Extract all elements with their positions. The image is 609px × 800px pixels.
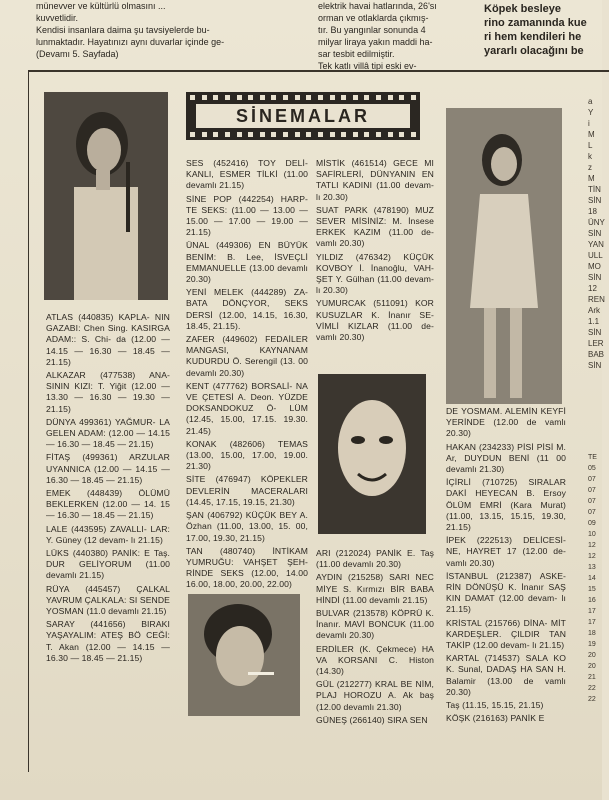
sprocket-hole: [248, 132, 253, 137]
fragment-text: 07: [588, 509, 596, 516]
fragment-text: 07: [588, 476, 596, 483]
sprocket-hole: [364, 132, 369, 137]
fragment-text: 12: [588, 284, 597, 293]
top-article-column-3: [484, 2, 602, 58]
sprocket-hole: [399, 95, 404, 100]
fragment-text: SİN: [588, 361, 602, 370]
cinema-listing: ERDİLER (K. Çekmece) HA VA KORSANI C. Histon (14.30): [316, 643, 434, 677]
sprocket-hole: [330, 132, 335, 137]
cinema-listing: Taş (11.15, 15.15, 21.15): [446, 700, 544, 711]
sprocket-hole: [260, 95, 265, 100]
cinema-listing: İPEK (222513) DELİCESİ- NE, HAYRET 17 (12.00 de- vamlı 20.30): [446, 535, 566, 568]
fragment-text: 14: [588, 575, 596, 582]
sprocket-hole: [271, 132, 276, 137]
sprocket-hole: [341, 95, 346, 100]
cinema-listings-column-left: [46, 312, 170, 666]
cinema-listing: AYDIN (215258) SARI NEC MİYE S. Kırmızı BİR BABA HİNDİ (11.00 devamlı 21.15): [316, 572, 434, 605]
article-text-line: kuvvetlidir.: [36, 13, 79, 23]
fragment-text: YAN: [588, 240, 604, 249]
fragment-text: ÜNY: [588, 218, 605, 227]
cinema-listing: TAN (480740) İNTİKAM YUMRUĞU: VAHŞET ŞEH- RİNDE SEKS (12.00, 14.00 16.00, 18.00, 20.00, 22.00): [186, 545, 308, 590]
fragment-text: i: [588, 119, 590, 128]
fragment-text: 20: [588, 652, 596, 659]
article-text-line: elektrik havai hatlarında, 26'sı: [318, 1, 437, 11]
film-sprockets-bottom: [190, 132, 416, 137]
sprocket-hole: [318, 132, 323, 137]
cinema-listing: ŞAN (406792) KÜÇÜK BEY A. Özhan (11.00, 13.00, 15. 00, 17.00, 19.30, 21.15): [186, 510, 308, 543]
article-text-line: tır. Bu yangınlar sonunda 4: [318, 25, 426, 35]
cinema-listing: DÜNYA 499361) YAĞMUR- LA GELEN ADAM: (12.00 — 14.15 — 16.30 — 18.45 — 21.15): [46, 416, 170, 450]
article-text-line: sar tesbit edilmiştir.: [318, 49, 395, 59]
cinema-listing: ATLAS (440835) KAPLA- NIN GAZABI: Chen Sing. KASIRGA ADAM:: S. Chi- da (12.00 — 14.15 — 16.30 — 18.45 — 21.15): [46, 312, 170, 367]
fragment-text: TE: [588, 454, 597, 461]
fragment-text: 13: [588, 564, 596, 571]
fragment-text: ULL: [588, 251, 603, 260]
article-text-line: milyar liraya yakın maddi ha-: [318, 37, 433, 47]
sprocket-hole: [225, 95, 230, 100]
sprocket-hole: [376, 95, 381, 100]
fragment-text: 22: [588, 685, 596, 692]
cinema-listing: DE YOSMAM. ALEMİN KEYFİ YERİNDE (12.00 de vamlı 20.30): [446, 406, 566, 439]
sprocket-hole: [190, 95, 195, 100]
sprocket-hole: [260, 132, 265, 137]
fragment-text: 07: [588, 498, 596, 505]
sprocket-hole: [213, 132, 218, 137]
sprocket-hole: [225, 132, 230, 137]
fragment-text: M: [588, 174, 595, 183]
sprocket-hole: [237, 95, 242, 100]
sprocket-hole: [353, 95, 358, 100]
article-headline-line: Köpek besleye: [484, 3, 562, 15]
cinema-listing: LALE (443595) ZAVALLI- LAR: Y. Güney (12 devam- lı 21.15): [46, 523, 170, 545]
cinema-listing: YILDIZ (476342) KÜÇÜK KOVBOY İ. İnanoğlu, VAH- ŞET Y. Gülhan (11.00 devam- lı 20.30): [316, 251, 434, 296]
fragment-text: 18: [588, 630, 596, 637]
photo-woman-portrait: [318, 374, 426, 534]
fragment-text: REN: [588, 295, 605, 304]
cinema-listing: KENT (477762) BORSALİ- NA VE ÇETESİ A. Deon. YÜZDE DOKSANDOKUZ Ö- LÜM (12.45, 15.00, 17.15. 19.30. 21.45): [186, 380, 308, 436]
sprocket-hole: [295, 95, 300, 100]
article-text-line: orman ve otlaklarda çıkmış-: [318, 13, 429, 23]
cinema-listing: GÜL (212277) KRAL BE NİM, PLAJ HOROZU A. Ak baş (12.00 devamlı 21.30): [316, 679, 434, 712]
sprocket-hole: [341, 132, 346, 137]
cinema-listing: ALKAZAR (477538) ANA- SININ KIZI: T. Yiğit (12.00 — 13.30 — 16.30 — 19.30 — 21.15): [46, 370, 170, 414]
sprocket-hole: [306, 95, 311, 100]
fragment-text: 1.1: [588, 317, 600, 326]
cinema-listing: LÜKS (440380) PANİK: E Taş. DUR GELİYORUM (11.00 devamlı 21.15): [46, 548, 170, 581]
sprocket-hole: [388, 132, 393, 137]
fragment-text: 12: [588, 553, 596, 560]
sprocket-hole: [283, 132, 288, 137]
cinema-listing: ZAFER (449602) FEDAİLER MANGASI, KAYNANAM KUDURDU Ö. Serengil (13. 00 devamlı 20.30): [186, 334, 308, 378]
sprocket-hole: [202, 95, 207, 100]
fragment-text: 20: [588, 663, 596, 670]
cinema-listing: MİSTİK (461514) GECE MI SAFİRLERİ, DÜNYANIN EN TATLI KADINI (11.00 devam- lı 20.30): [316, 158, 434, 202]
fragment-text: M: [588, 130, 595, 139]
top-article-column-1: [36, 0, 298, 60]
cinema-listing: EMEK (448439) ÖLÜMÜ BEKLERKEN (12.00 — 14. 15 — 16.30 — 18.45 — 21.15): [46, 488, 170, 521]
cinema-title-banner: [186, 92, 420, 140]
fragment-text: 22: [588, 696, 596, 703]
article-text-line: Tek katlı villâ tipi eski ev-: [318, 61, 417, 71]
article-text-line: Kendisi insanlara daima şu tavsiyelerde bu-: [36, 25, 210, 35]
cinema-listing: SES (452416) TOY DELİ- KANLI, ESMER TİLKİ (11.00 devamlı 21.15): [186, 158, 308, 191]
sprocket-hole: [353, 132, 358, 137]
fragment-text: SİN: [588, 328, 602, 337]
fragment-text: 19: [588, 641, 596, 648]
cinema-listing: BULVAR (213578) KÖPRÜ K. İnanır. MAVİ BONCUK (11.00 devamlı 20.30): [316, 608, 434, 641]
fragment-text: 18: [588, 207, 597, 216]
sprocket-hole: [318, 95, 323, 100]
cinema-listing: YUMURCAK (511091) KOR KUSUZLAR K. İnanır SE- VİMLİ KIZLAR (11.00 de- vamlı 20.30): [316, 298, 434, 343]
cinema-listing: İSTANBUL (212387) ASKE- RİN DÖNÜŞÜ K. İnanır SAŞ KIN DAMAT (12.00 devam- lı 21.15): [446, 570, 566, 615]
sprocket-hole: [283, 95, 288, 100]
sprocket-hole: [330, 95, 335, 100]
cinema-listing: KARTAL (714537) SALA KO K. Sunal, DADAŞ HA SAN H. Balamir (13.00 de vamlı 20.30): [446, 653, 566, 697]
photo-woman-standing: [446, 108, 562, 404]
sprocket-hole: [364, 95, 369, 100]
cinema-listings-column-right-top: [316, 158, 434, 345]
fragment-text: SİN: [588, 229, 602, 238]
article-headline-line: ri hem kendileri he: [484, 31, 582, 43]
cinema-listing: KONAK (482606) TEMAS (13.00, 15.00, 17.00, 19.00. 21.30): [186, 438, 308, 472]
cinema-listing: SUAT PARK (478190) MUZ SEVER MİSİNİZ: M. İnsese ERKEK KAZIM (11.00 de- vamlı 20.30): [316, 204, 434, 249]
cinema-listing: İÇİRLİ (710725) SIRALAR DAKİ HEYECAN B. Ersoy ÖLÜM EMRİ (Kara Murat) (11.00, 13.15, 15.15, 19.30, 21.15): [446, 477, 566, 533]
cinema-listing: KRİSTAL (215766) DİNA- MİT KARDEŞLER. ÇILDIR TAN TAKİP (12.00 devam- lı 21.15): [446, 617, 566, 651]
fragment-text: 15: [588, 586, 596, 593]
cinema-listing: SİTE (476947) KÖPEKLER DEVLERİN MACERALARI (14.45, 17.15, 19.15, 21.30): [186, 474, 308, 507]
fragment-text: SİN: [588, 196, 602, 205]
article-text-line: (Devamı 5. Sayfada): [36, 49, 119, 59]
cinema-listing: RÜYA (445457) ÇALKAL YAVRUM ÇALKALA: SI SENDE YOSMAN (11.0 devamlı 21.15): [46, 583, 170, 617]
photo-singer: [44, 92, 168, 300]
film-sprockets-top: [190, 95, 416, 100]
fragment-text: MO: [588, 262, 601, 271]
top-article-column-2: [318, 0, 464, 72]
sprocket-hole: [388, 95, 393, 100]
fragment-text: 21: [588, 674, 596, 681]
sprocket-hole: [411, 95, 416, 100]
cinema-listing: ARI (212024) PANİK E. Taş (11.00 devamlı 20.30): [316, 548, 434, 570]
fragment-text: z: [588, 163, 592, 172]
sprocket-hole: [399, 132, 404, 137]
fragment-text: 17: [588, 608, 596, 615]
sprocket-hole: [271, 95, 276, 100]
sprocket-hole: [295, 132, 300, 137]
fragment-text: L: [588, 141, 593, 150]
cinema-listing: ÜNAL (449306) EN BÜYÜK BENİM: B. Lee, İSVEÇLİ EMMANUELLE (13.00 devamlı 20.30): [186, 240, 308, 285]
cinema-listing: SARAY (441656) BIRAKI YAŞAYALIM: ATEŞ BÖ CEĞİ: T. Akan (12.00 — 14.15 — 16.30 — 18.45 — 21.15): [46, 619, 170, 663]
sprocket-hole: [376, 132, 381, 137]
fragment-text: 10: [588, 531, 596, 538]
sprocket-hole: [306, 132, 311, 137]
photo-man-smoking: [188, 594, 300, 716]
top-article-strip: [0, 0, 602, 71]
cinema-listing: HAKAN (234233) PİSİ PİSİ M. Ar, DUYDUN BENİ (11 00 devamlı 21.30): [446, 441, 566, 475]
article-text-line: lunmaktadır. Hayatınızı aynı duvarlar içinde ge-: [36, 37, 225, 47]
fragment-text: 16: [588, 597, 596, 604]
sprocket-hole: [411, 132, 416, 137]
sprocket-hole: [213, 95, 218, 100]
adjacent-column-fragment: [588, 96, 605, 371]
fragment-text: SİN: [588, 273, 602, 282]
cinema-listings-column-right-bottom: [316, 548, 434, 728]
fragment-text: 07: [588, 487, 596, 494]
fragment-text: k: [588, 152, 592, 161]
fragment-text: 12: [588, 542, 596, 549]
sprocket-hole: [202, 132, 207, 137]
cinema-listing: FİTAŞ (499361) ARZULAR UYANNICA (12.00 — 14.15 — 16.30 — 18.45 — 21.15): [46, 452, 170, 485]
fragment-text: Y: [588, 108, 594, 117]
fragment-text: TİN: [588, 185, 601, 194]
article-headline-line: rino zamanında kue: [484, 17, 587, 29]
cinema-listing: KÖŞK (216163) PANİK E: [446, 713, 545, 724]
cinema-listing: YENİ MELEK (444289) ZA- BATA DÖNÇYOR, SEKS DERSİ (12.00, 14.15, 16.30, 18.45, 21.15).: [186, 287, 308, 331]
sprocket-hole: [237, 132, 242, 137]
cinema-listing: GÜNEŞ (266140) SIRA SEN: [316, 714, 428, 725]
cinema-listing: SİNE POP (442254) HARP- TE SEKS: (11.00 — 13.00 — 15.00 — 17.00 — 19.00 — 21.15): [186, 193, 308, 238]
fragment-text: Ark: [588, 306, 600, 315]
article-text-line: münevver ve kültürlü olmasını ...: [36, 1, 166, 11]
fragment-text: BAB: [588, 350, 605, 359]
sprocket-hole: [248, 95, 253, 100]
fragment-text: 17: [588, 619, 596, 626]
fragment-text: a: [588, 97, 593, 106]
article-headline-line: yararlı olacağını be: [484, 45, 584, 57]
cinema-listings-column-middle: [186, 158, 308, 593]
adjacent-table-fragment: [588, 452, 602, 705]
fragment-text: LER: [588, 339, 604, 348]
fragment-text: 09: [588, 520, 596, 527]
fragment-text: 05: [588, 465, 596, 472]
sprocket-hole: [190, 132, 195, 137]
cinema-listings-column-far-right: [446, 406, 566, 726]
section-title: SİNEMALAR: [196, 104, 410, 128]
